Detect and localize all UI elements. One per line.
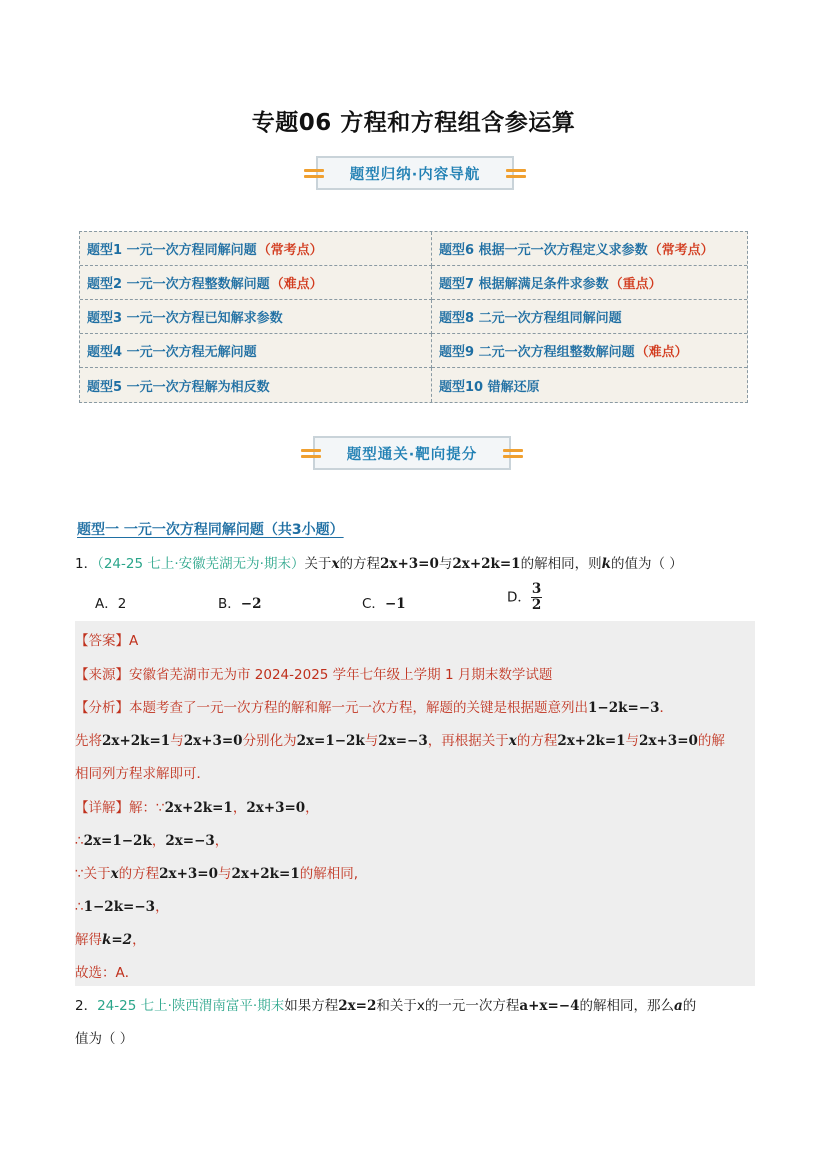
toc-item[interactable]: 题型2 一元一次方程整数解问题 （难点） xyxy=(80,266,432,300)
option-a[interactable]: A．2 xyxy=(95,596,127,612)
banner-right-ornament xyxy=(503,446,523,460)
answer-line: 【答案】A xyxy=(75,633,139,649)
banner-practice-label: 题型通关·靶向提分 xyxy=(346,446,478,463)
question-source: 24-25 七上·陕西渭南富平·期末 xyxy=(97,998,285,1014)
question-1: 1．（24-25 七上·安徽芜湖无为·期末）关于x的方程2x+3=0与2x+2k=1的解相同，则k的值为（ ） xyxy=(75,556,683,572)
banner-nav-label: 题型归纳·内容导航 xyxy=(349,166,481,183)
toc-item[interactable]: 题型8 二元一次方程组同解问题 xyxy=(432,300,747,334)
toc-item[interactable]: 题型3 一元一次方程已知解求参数 xyxy=(80,300,432,334)
fraction: $\frac{3}{2}$ xyxy=(531,581,542,613)
question-2-line-2: 值为（ ） xyxy=(75,1031,134,1047)
toc-item[interactable]: 题型5 一元一次方程解为相反数 xyxy=(80,368,432,402)
topic-table xyxy=(79,231,748,403)
toc-item[interactable]: 题型4 一元一次方程无解问题 xyxy=(80,334,432,368)
section-heading: 题型一 一元一次方程同解问题（共3小题） xyxy=(77,522,344,538)
option-c[interactable]: C．−1 xyxy=(362,596,406,612)
banner-left-ornament xyxy=(301,446,321,460)
detail-step-4: 解得k=2， xyxy=(75,932,146,948)
detail-step-5: 故选：A． xyxy=(75,965,139,981)
analysis-line-3: 相同列方程求解即可． xyxy=(75,766,210,782)
toc-item[interactable]: 题型6 根据一元一次方程定义求参数 （常考点） xyxy=(432,232,747,266)
option-d[interactable]: D． $\frac{3}{2}$ xyxy=(507,581,542,613)
banner-content-nav xyxy=(316,156,514,190)
detail-step-3: ∴1−2k=−3， xyxy=(75,899,169,915)
detail-line: 【详解】解：∵2x+2k=1，2x+3=0， xyxy=(75,800,319,816)
banner-practice xyxy=(313,436,511,470)
banner-right-ornament xyxy=(506,166,526,180)
option-b[interactable]: B．−2 xyxy=(218,596,262,612)
banner-left-ornament xyxy=(304,166,324,180)
analysis-line: 【分析】本题考查了一元一次方程的解和解一元一次方程，解题的关键是根据题意列出1−2k=−3． xyxy=(75,700,673,716)
toc-item[interactable]: 题型9 二元一次方程组整数解问题 （难点） xyxy=(432,334,747,368)
detail-step-2: ∵关于x的方程2x+3=0与2x+2k=1的解相同, xyxy=(75,866,359,882)
toc-item[interactable]: 题型1 一元一次方程同解问题 （常考点） xyxy=(80,232,432,266)
analysis-line-2: 先将2x+2k=1与2x+3=0分别化为2x=1−2k与2x=−3，再根据关于x的方程2x+2k=1与2x+3=0的解 xyxy=(75,733,725,749)
page-title: 专题06 方程和方程组含参运算 xyxy=(251,110,576,136)
toc-item[interactable]: 题型7 根据解满足条件求参数 （重点） xyxy=(432,266,747,300)
question-2: 2．24-25 七上·陕西渭南富平·期末如果方程2x=2和关于x的一元一次方程a+x=−4的解相同，那么a的 xyxy=(75,998,697,1014)
toc-item[interactable]: 题型10 错解还原 xyxy=(439,379,540,395)
detail-step-1: ∴2x=1−2k，2x=−3， xyxy=(75,833,229,849)
question-source: （24-25 七上·安徽芜湖无为·期末） xyxy=(97,556,305,572)
source-line: 【来源】安徽省芜湖市无为市 2024-2025 学年七年级上学期 1 月期末数学试题 xyxy=(75,667,553,683)
